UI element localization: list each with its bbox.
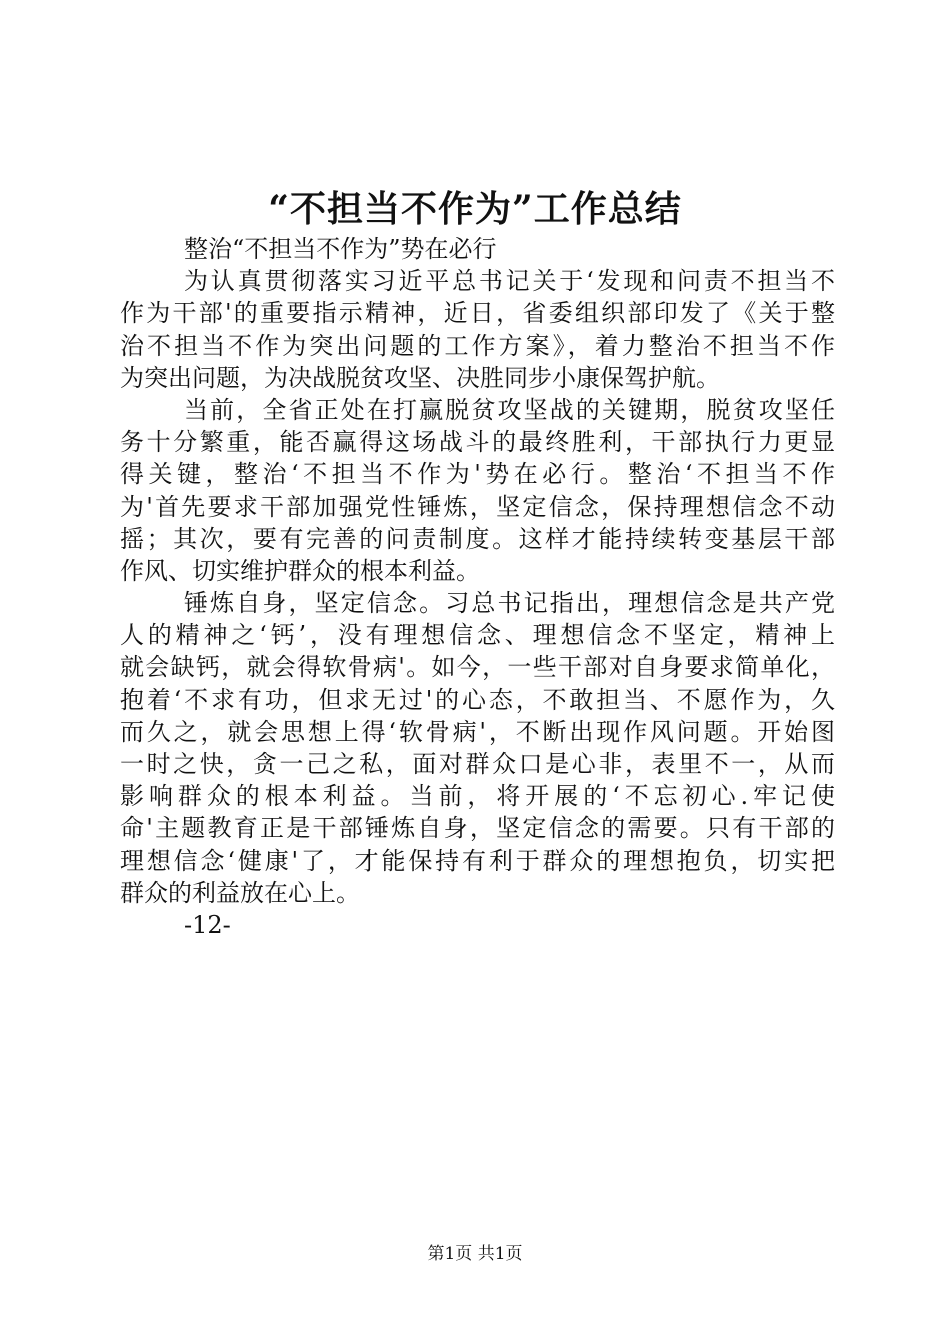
body-line: 锤炼自身，坚定信念。习总书记指出，理想信念是共产党 (184, 589, 835, 618)
body-line: 为认真贯彻落实习近平总书记关于‘发现和问责不担当不 (184, 267, 835, 296)
body-line: 作为干部'的重要指示精神，近日，省委组织部印发了《关于整 (120, 299, 835, 328)
page-number-marker: -12- (184, 910, 231, 939)
body-line: 命'主题教育正是干部锤炼自身，坚定信念的需要。只有干部的 (120, 814, 835, 843)
body-line: 当前，全省正处在打赢脱贫攻坚战的关键期，脱贫攻坚任 (184, 395, 835, 424)
body-line: 得关键，整治‘不担当不作为'势在必行。整治‘不担当不作 (120, 460, 835, 489)
body-line: 治不担当不作为突出问题的工作方案》，着力整治不担当不作 (120, 331, 835, 360)
body-line: 为'首先要求干部加强党性锤炼，坚定信念，保持理想信念不动 (120, 492, 835, 521)
body-line: 理想信念‘健康'了，才能保持有利于群众的理想抱负，切实把 (120, 846, 835, 875)
body-line: 人的精神之‘钙’，没有理想信念、理想信念不坚定，精神上 (120, 621, 835, 650)
body-line: 而久之，就会思想上得‘软骨病'，不断出现作风问题。开始图 (120, 717, 835, 746)
body-line: 抱着‘不求有功，但求无过'的心态，不敢担当、不愿作为，久 (120, 685, 835, 714)
body-line: 务十分繁重，能否赢得这场战斗的最终胜利，干部执行力更显 (120, 428, 835, 457)
page-title: “不担当不作为”工作总结 (268, 188, 682, 230)
body-line: 作风、切实维护群众的根本利益。 (120, 556, 480, 585)
body-line: 一时之快，贪一己之私，面对群众口是心非，表里不一，从而 (120, 750, 835, 778)
document-body (120, 233, 835, 941)
body-line: 摇；其次，要有完善的问责制度。这样才能持续转变基层干部 (120, 524, 835, 553)
body-line: 群众的利益放在心上。 (120, 878, 360, 907)
body-line: 就会缺钙，就会得软骨病'。如今，一些干部对自身要求简单化， (120, 653, 835, 682)
body-line: 整治“不担当不作为”势在必行 (184, 235, 497, 263)
body-line: 影响群众的根本利益。当前，将开展的‘不忘初心.牢记使 (120, 782, 835, 811)
page-footer: 第1页 共1页 (427, 1244, 523, 1264)
body-line: 为突出问题，为决战脱贫攻坚、决胜同步小康保驾护航。 (120, 363, 720, 392)
